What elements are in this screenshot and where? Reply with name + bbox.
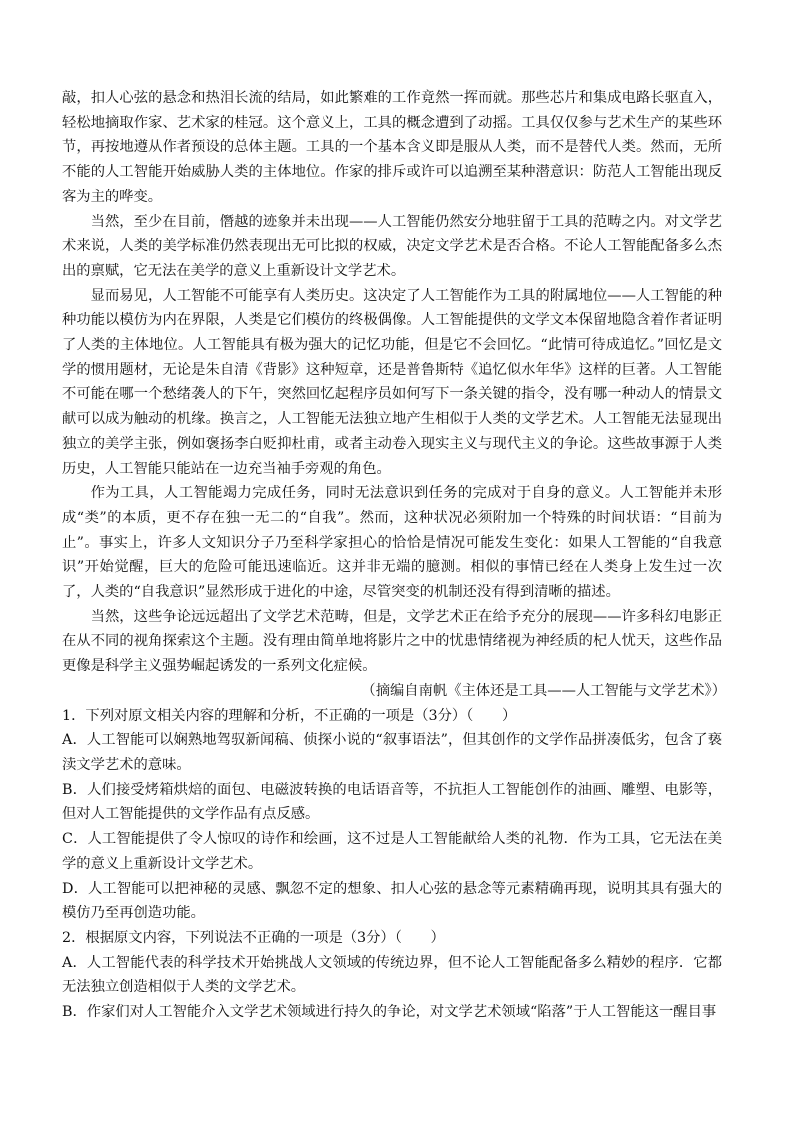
- paragraph-1: 敲，扣人心弦的悬念和热泪长流的结局，如此繁难的工作竟然一挥而就。那些芯片和集成电路长驱直入，轻松地摘取作家、艺术家的桂冠。这个意义上，工具的概念遭到了动摇。工具仅仅参与艺术生产的某些环节，再按地遵从作者预设的总体主题。工具的一个基本含义即是服从人类，而不是替代人类。然而，无所不能的人工智能开始威胁人类的主体地位。作家的排斥或许可以追溯至某种潜意识：防范人工智能出现反客为主的哗变。: [62, 90, 722, 205]
- question-1-option-b: B．人们接受烤箱烘焙的面包、电磁波转换的电话语音等，不抗拒人工智能创作的油画、雕塑、电影等，但对人工智能提供的文学作品有点反感。: [62, 781, 722, 823]
- paragraph-3: 显而易见，人工智能不可能享有人类历史。这决定了人工智能作为工具的附属地位——人工智能的种种功能以模仿为内在界限，人类是它们模仿的终极偶像。人工智能提供的文学文本保留地隐含着作者证明了人类的主体地位。人工智能具有极为强大的记忆功能，但是它不会回忆。“此情可待成追忆。”回忆是文学的惯用题材，无论是朱自清《背影》这种短章，还是普鲁斯特《追忆似水年华》这样的巨著。人工智能不可能在哪一个愁绪袭人的下午，突然回忆起程序员如何写下一条关键的指令，没有哪一种动人的情景文献可以成为触动的机缘。换言之，人工智能无法独立地产生相似于人类的文学艺术。人工智能无法显现出独立的美学主张，例如褒扬李白贬抑杜甫，或者主动卷入现实主义与现代主义的争论。这些故事源于人类历史，人工智能只能站在一边充当袖手旁观的角色。: [62, 287, 722, 477]
- question-2-option-a: A．人工智能代表的科学技术开始挑战人文领域的传统边界，但不论人工智能配备多么精妙的程序．它都无法独立创造相似于人类的文学艺术。: [62, 954, 722, 996]
- document-body: [62, 86, 726, 1025]
- paragraph-4: 作为工具，人工智能竭力完成任务，同时无法意识到任务的完成对于自身的意义。人工智能并未形成“类”的本质，更不存在独一无二的“自我”。然而，这种状况必须附加一个特殊的时间状语：“目前为止”。事实上，许多人文知识分子乃至科学家担心的恰恰是情况可能发生变化：如果人工智能的“自我意识”开始觉醒，巨大的危险可能迅速临近。这并非无端的臆测。相似的事情已经在人类身上发生过一次了，人类的“自我意识”显然形成于进化的中途，尽管突变的机制还没有得到清晰的描述。: [62, 485, 722, 601]
- question-1-option-c: C．人工智能提供了令人惊叹的诗作和绘画，这不过是人工智能献给人类的礼物．作为工具，它无法在美学的意义上重新设计文学艺术。: [62, 831, 722, 872]
- paragraph-5: 当然，这些争论远远超出了文学艺术范畴，但是，文学艺术正在给予充分的展现——许多科幻电影正在从不同的视角探索这个主题。没有理由简单地将影片之中的忧患情绪视为神经质的杞人忧天，这些作品更像是科学主义强势崛起诱发的一系列文化症候。: [62, 608, 722, 675]
- question-2-option-b: B．作家们对人工智能介入文学艺术领域进行持久的争论，对文学艺术领域“陷落”于人工智能这一醒目事: [62, 1004, 717, 1021]
- question-1-option-d: D．人工智能可以把神秘的灵感、飘忽不定的想象、扣人心弦的悬念等元素精确再现，说明其具有强大的模仿乃至再创造功能。: [62, 880, 722, 922]
- paragraph-2: 当然，至少在目前，僭越的迹象并未出现——人工智能仍然安分地驻留于工具的范畴之内。对文学艺术来说，人类的美学标准仍然表现出无可比拟的权威，决定文学艺术是否合格。不论人工智能配备多么杰出的禀赋，它无法在美学的意义上重新设计文学艺术。: [62, 213, 722, 279]
- question-1-option-a: A．人工智能可以娴熟地驾驭新闻稿、侦探小说的“叙事语法”，但其创作的文学作品拼凑低劣，包含了亵渎文学艺术的意味。: [62, 732, 722, 773]
- question-2-stem: 2．根据原文内容，下列说法不正确的一项是（3分）（ ）: [62, 929, 445, 946]
- question-1-stem: 1．下列对原文相关内容的理解和分析，不正确的一项是（3分）（ ）: [62, 707, 517, 724]
- source-citation: （摘编自南帆《主体还是工具——人工智能与文学艺术》）: [361, 682, 726, 699]
